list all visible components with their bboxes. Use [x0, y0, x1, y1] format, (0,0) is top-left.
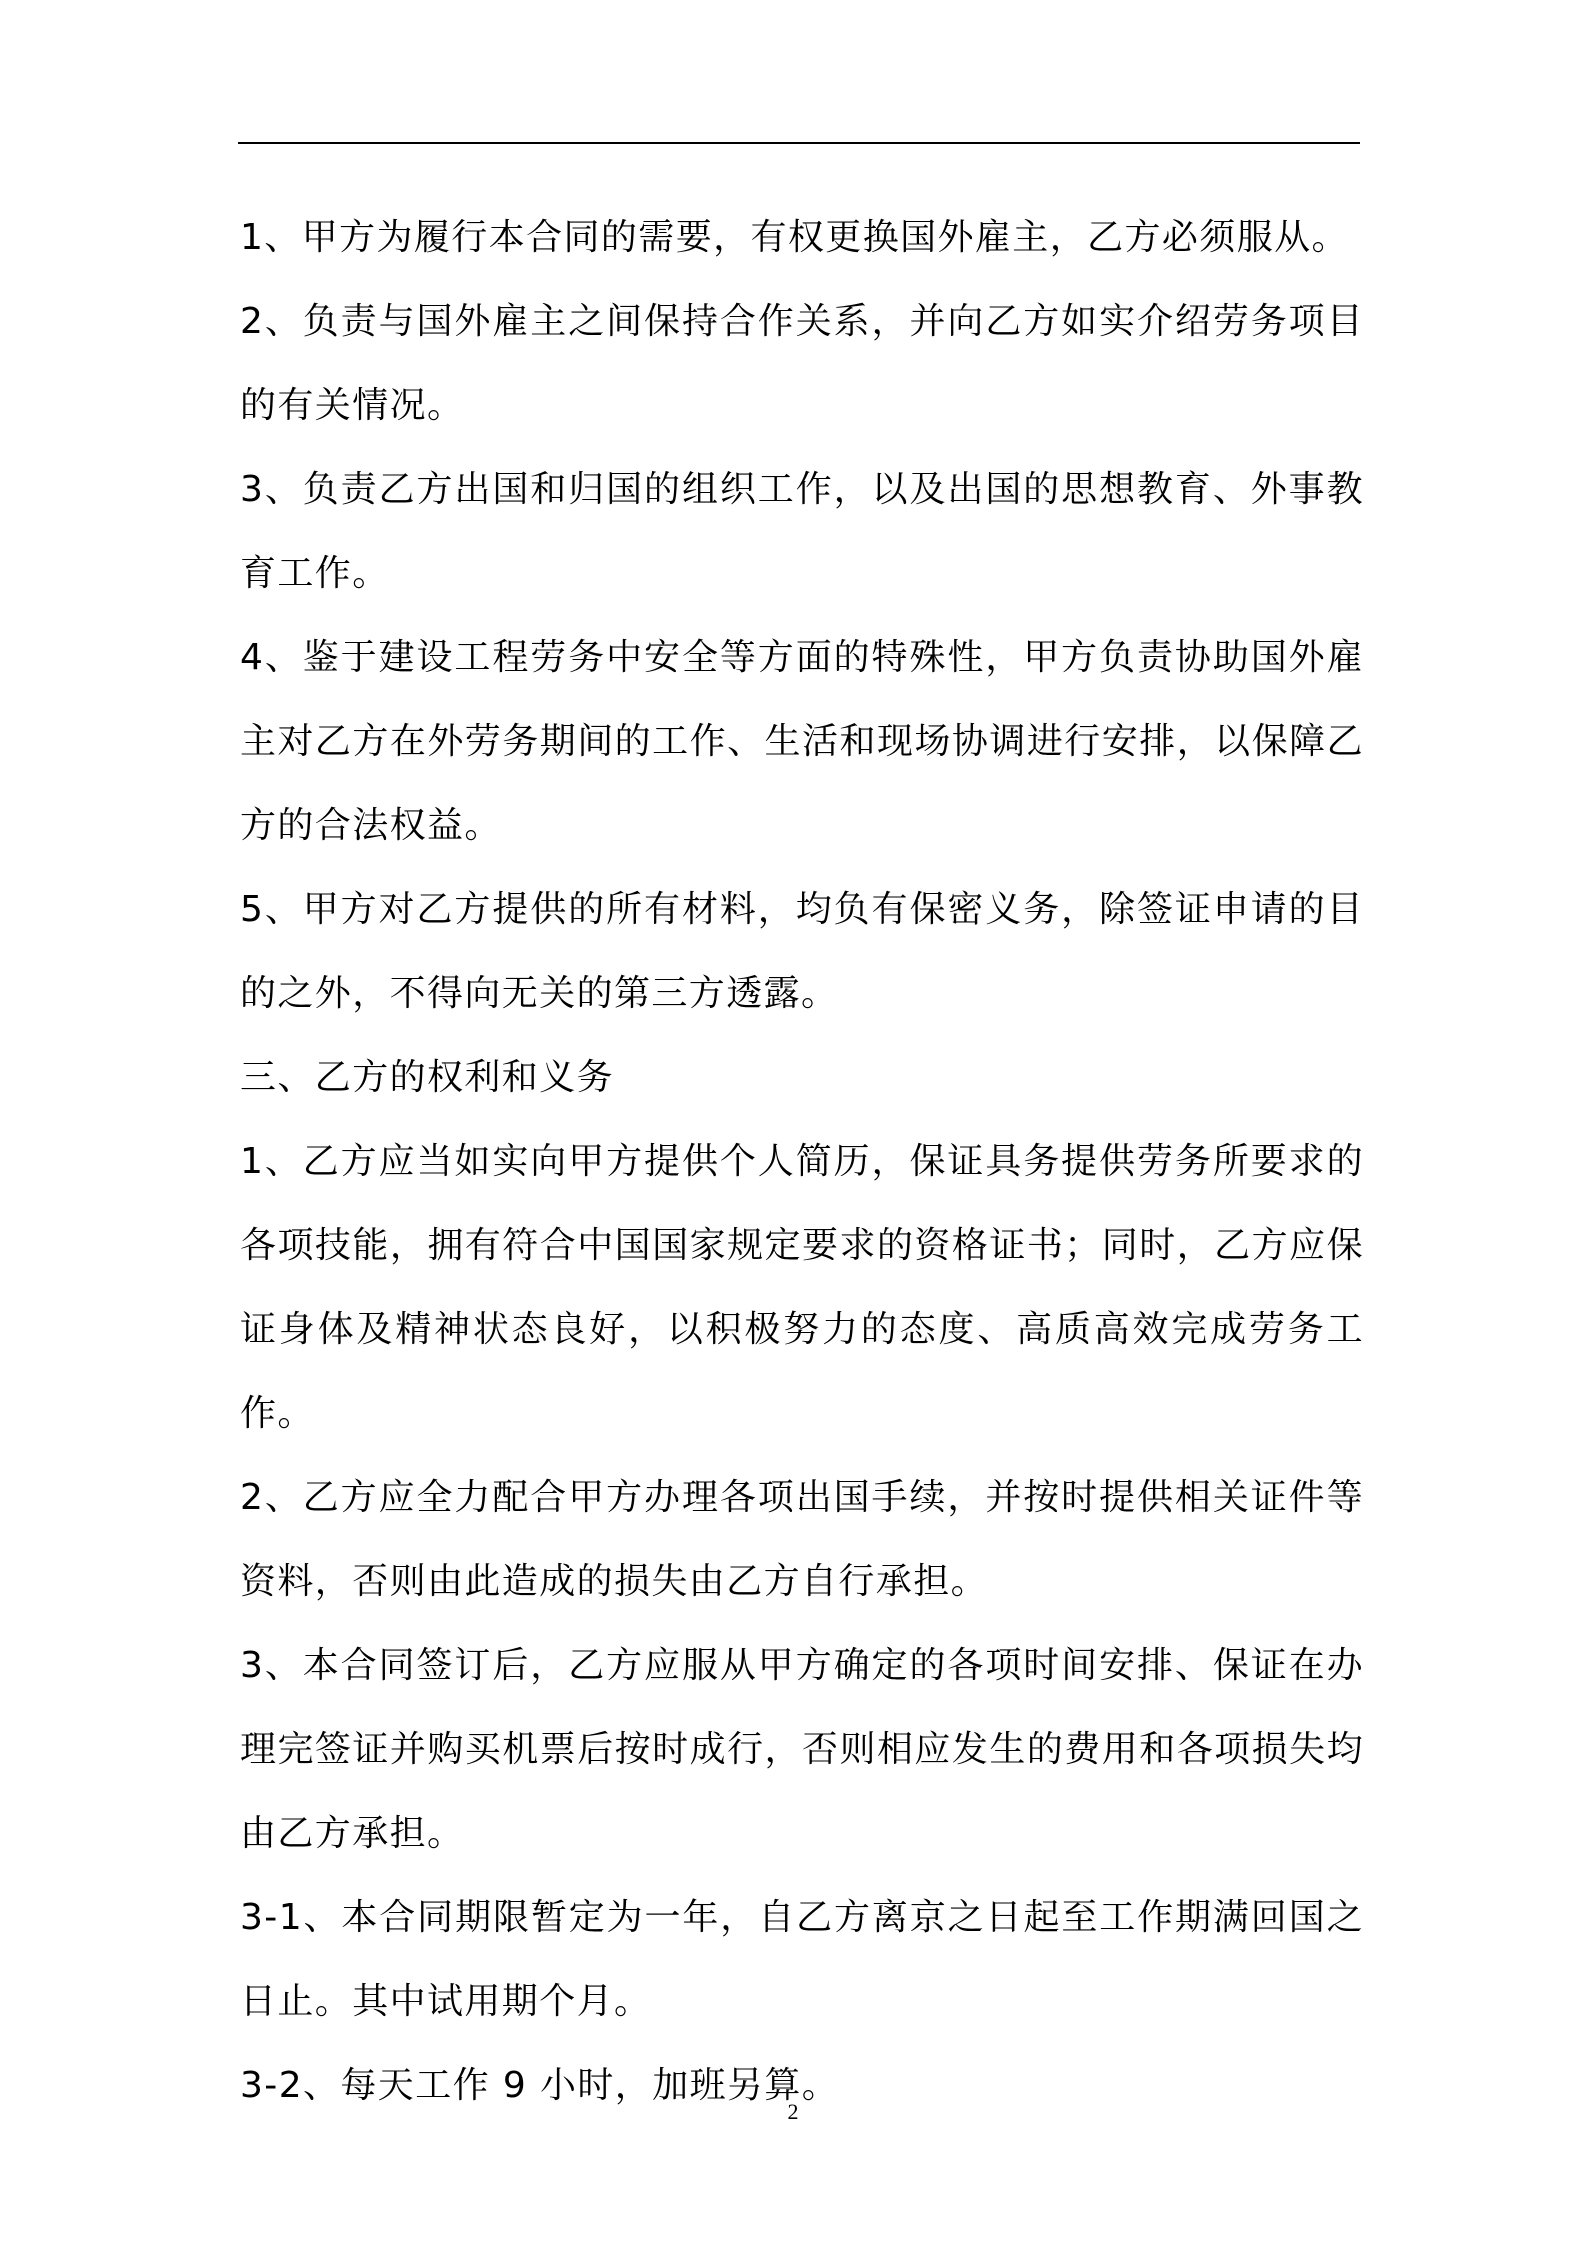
paragraph-1: 1、甲方为履行本合同的需要，有权更换国外雇主，乙方必须服从。 — [240, 217, 1349, 258]
paragraph-4: 4、鉴于建设工程劳务中安全等方面的特殊性，甲方负责协助国外雇主对乙方在外劳务期间的工作、生活和现场协调进行安排，以保障乙方的合法权益。 — [240, 637, 1364, 846]
paragraph-6: 1、乙方应当如实向甲方提供个人简历，保证具务提供劳务所要求的各项技能，拥有符合中国国家规定要求的资格证书；同时，乙方应保证身体及精神状态良好，以积极努力的态度、高质高效完成劳务工作。 — [240, 1141, 1364, 1434]
paragraph-10: 3-2、每天工作 9 小时，加班另算。 — [240, 2065, 840, 2106]
page-number: 2 — [787, 2099, 799, 2124]
document-body — [240, 196, 1364, 2128]
paragraph-5: 5、甲方对乙方提供的所有材料，均负有保密义务，除签证申请的目的之外，不得向无关的第三方透露。 — [240, 889, 1364, 1014]
paragraph-7: 2、乙方应全力配合甲方办理各项出国手续，并按时提供相关证件等资料，否则由此造成的损失由乙方自行承担。 — [240, 1477, 1364, 1602]
header-rule — [238, 142, 1360, 144]
paragraph-9: 3-1、本合同期限暂定为一年，自乙方离京之日起至工作期满回国之日止。其中试用期个月。 — [240, 1897, 1364, 2022]
section-heading: 三、乙方的权利和义务 — [240, 1057, 615, 1098]
paragraph-2: 2、负责与国外雇主之间保持合作关系，并向乙方如实介绍劳务项目的有关情况。 — [240, 301, 1364, 426]
paragraph-3: 3、负责乙方出国和归国的组织工作，以及出国的思想教育、外事教育工作。 — [240, 469, 1364, 594]
paragraph-8: 3、本合同签订后，乙方应服从甲方确定的各项时间安排、保证在办理完签证并购买机票后按时成行，否则相应发生的费用和各项损失均由乙方承担。 — [240, 1645, 1364, 1854]
